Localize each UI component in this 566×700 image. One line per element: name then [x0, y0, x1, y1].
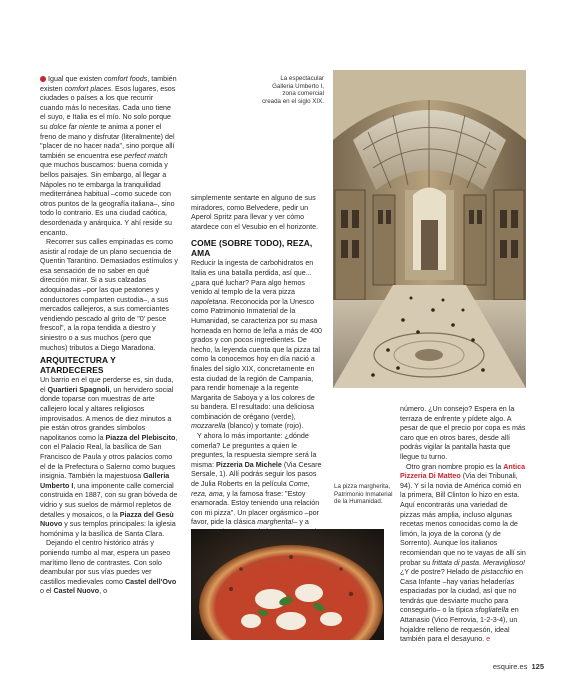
paragraph: Recorrer sus calles empinadas es como asistir al rodaje de un plano secuencia de Quentin Tarantino. Demasiados estímulos y esa sensación de no saber en qué dirección mirar. Si a sus calzadas adoquinadas –por las que peatones y conductores comparten custodia–, a sus mercados callejeros, a sus comerciantes vendiendo pescado al grito de "0' pesce frescol", a la ropa tendida a diestro y siniestro o a sus muchos (pero que muchos) tributos a Diego Maradona.: [40, 238, 178, 352]
paragraph: simplemente sentarte en alguno de sus miradores, como Belvedere, pedir un Aperol Spritz para llevar y ver cómo atardece con el Vesubio en el horizonte.: [191, 194, 319, 231]
paragraph: Y ahora lo más importante: ¿dónde comerla? Le preguntes a quien le preguntes, la respuesta siempre será la misma: Pizzeria Da Michele (Via Cesare Sersale, 1). Allí podrás seguir los pasos de Julia Roberts en la película Come, reza, ama, y la famosa frase: "Estoy enamorada. Estoy teniendo una relación con mi pizza". Un placer orgásmico –por favor, pide la clásica margherita!– y a: [191, 432, 322, 527]
pizza-margherita-photo: [191, 529, 384, 640]
page-number: 125: [531, 662, 544, 671]
galleria-umberto-photo: [333, 70, 526, 388]
red-bullet-icon: [40, 76, 46, 82]
galleria-illustration: [333, 70, 526, 388]
pizza-illustration: [191, 529, 384, 640]
section-heading-come: COME (SOBRE TODO), REZA, AMA: [191, 238, 313, 259]
paragraph: número. ¿Un consejo? Espera en la terraza de enfrente y pídete algo. A pesar de que el precio por copa es más caro que en otros bares, desde allí podrás vigilar la pantalla hasta que llegue tu turno.: [400, 405, 526, 461]
paragraph: Reducir la ingesta de carbohidratos en Italia es una batalla perdida, así que... ¿para qué luchar? Para algo hemos venido al templo de la vera pizza napoletana. Reconocida por la Unesco como Patrimonio Inmaterial de la Humanidad, se caracteriza por su masa horneada en horno de leña a más de 400 grados y con pocos ingredientes. De hecho, la leyenda cuenta que la pizza tal como la conocemos hoy en día nació a finales del siglo XIX, concretamente en esta ciudad de la región de Campania, para rendir homenaje a la regente Margarita de Saboya y a los colores de su bandera. El resultado: una deliciosa combinación de orégano (verde), mozzarella (blanco) y tomate (rojo).: [191, 259, 323, 431]
paragraph: Dejando el centro histórico atrás y poniendo rumbo al mar, espera un paseo marítimo lleno de contrastes. Con solo deambular por sus vías puedes ver castillos medievales como Castel dell'Ovo o el Castel Nuovo, o: [40, 539, 177, 596]
site-name: esquire.es: [492, 662, 528, 671]
paragraph: Otro gran nombre propio es la Antica Pizzeria Di Matteo (Via dei Tribunali, 94). Y si la novia de América comió en la primera, Bill Clinton lo hizo en esta. Aquí encontrarás una variedad de pizzas más amplia, incluso algunas recetas menos conocidas como la de limón, la joya de la corona (y de Sorrento). Aunque los italianos recomiendan que no te vayas de allí sin probar su frittata di pasta. Meraviglioso! ¿Y de postre? Helado de pistacchio en Casa Infante –hay varias heladerías espaciadas por la ciudad, así que no tendrás que desviarte mucho para conseguirlo– o la típica sfogliatella en Attanasio (Vico Ferrovia, 1-2-3-4), un hojaldre relleno de requesón, ideal también para el desayuno. e: [400, 462, 526, 644]
text-column-2: [191, 194, 322, 547]
caption-pizza: La pizza margherita, Patrimonio Inmaterial de la Humanidad.: [334, 483, 393, 506]
text-column-1: [40, 75, 178, 597]
page-footer: [493, 662, 544, 671]
end-mark: e: [486, 635, 491, 644]
caption-galleria: La espectacular Galleria Umberto I, zona comercial creada en el siglo XIX.: [262, 75, 324, 105]
intro-paragraph: Igual que existen comfort foods, también existen comfort places. Esos lugares, esos ciudades o países a los que recurrir cuando más lo necesitas. Cada uno tiene el suyo, e Italia es el mío. No solo porque su dolce far niente te anima a poner el freno de mano y disfrutar (literalmente) del "placer de no hacer nada", sino porque allí también se encuentra ese perfect match que muchos buscamos: buena comida y bellos paisajes. Sin embargo, al llegar a Nápoles no te embarga la tranquilidad mediterránea habitual –como sucede con otros puntos de la geografía italiana–, sino todo lo contrario. Es una ciudad caótica, desordenada y anárquica. Y ahí reside su encanto.: [40, 75, 177, 237]
section-heading-arquitectura: ARQUITECTURA Y ATARDECERES: [40, 355, 116, 376]
paragraph: Un barrio en el que perderse es, sin duda, el Quartieri Spagnoli, un hervidero social donde toparse con muestras de arte callejero local y altares religiosos improvisados. A menos de diez minutos a pie están otros grandes símbolos napolitanos como la Piazza del Plebiscito, con el Palacio Real, la basílica de San Francisco de Paula y otros palacios como el de la Prefectura o Salerno como buques insignia. También la majestuosa Galleria Umberto I, una imponente calle comercial construida en 1887, con su gran bóveda de vidrio y sus suelos de mármol repletos de detalles y mosaicos, o la Piazza del Gesù Nuovo y sus templos principales: la iglesia homónima y la basílica de Santa Clara.: [40, 376, 178, 538]
text-column-3: [400, 405, 528, 645]
